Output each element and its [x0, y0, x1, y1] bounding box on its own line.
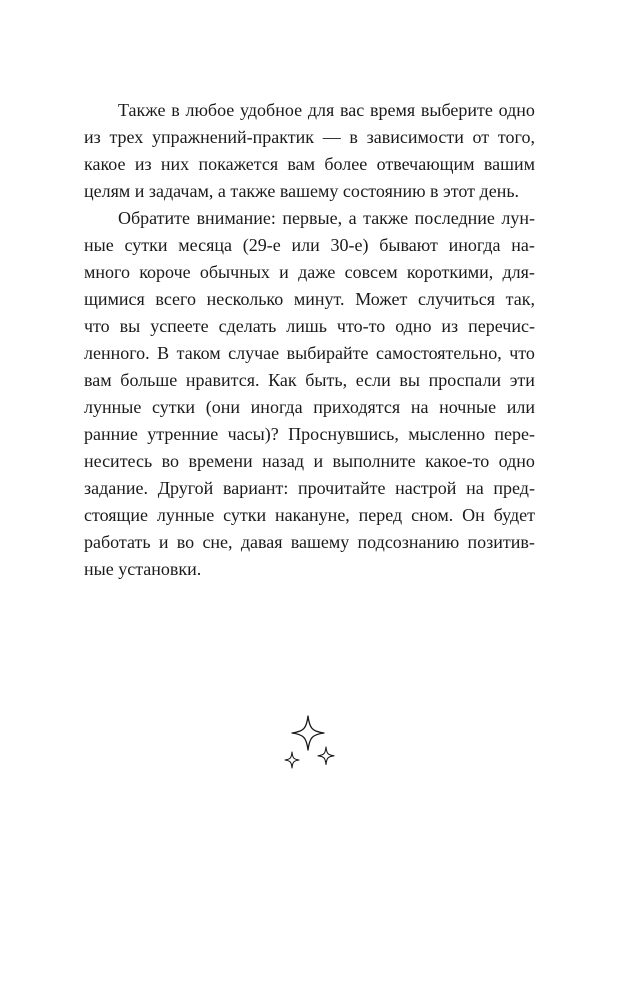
sparkle-stars-icon — [278, 714, 342, 776]
text-line: работать и во сне, давая вашему подсознанию позитив- — [84, 532, 535, 552]
text-line: неситесь во времени назад и выполните какое-то одно — [84, 451, 535, 471]
text-line: ленного. В таком случае выбирайте самостоятельно, что — [84, 343, 535, 363]
paragraph — [84, 97, 535, 205]
text-line: стоящие лунные сутки накануне, перед сном. Он будет — [84, 505, 535, 525]
text-line: много короче обычных и даже совсем короткими, для- — [84, 262, 535, 282]
text-line: Также в любое удобное для вас время выберите одно — [118, 100, 535, 120]
text-line: из трех упражнений-практик — в зависимости от того, — [84, 127, 535, 147]
text-line: ранние утренние часы)? Проснувшись, мысленно пере- — [84, 424, 535, 444]
paragraph — [84, 205, 535, 583]
text-line: целям и задачам, а также вашему состоянию в этот день. — [84, 181, 520, 201]
text-line: что вы успеете сделать лишь что-то одно из перечис- — [84, 316, 535, 336]
text-line: какое из них покажется вам более отвечающим вашим — [84, 154, 535, 174]
text-line: щимися всего несколько минут. Может случиться так, — [84, 289, 535, 309]
text-line: лунные сутки (они иногда приходятся на ночные или — [84, 397, 535, 417]
body-text — [84, 97, 535, 583]
text-line: ные установки. — [84, 559, 202, 579]
text-line: вам больше нравится. Как быть, если вы проспали эти — [84, 370, 535, 390]
text-line: Обратите внимание: первые, а также последние лун- — [118, 208, 535, 228]
text-line: задание. Другой вариант: прочитайте настрой на пред- — [84, 478, 535, 498]
text-line: ные сутки месяца (29-е или 30-е) бывают иногда на- — [84, 235, 535, 255]
